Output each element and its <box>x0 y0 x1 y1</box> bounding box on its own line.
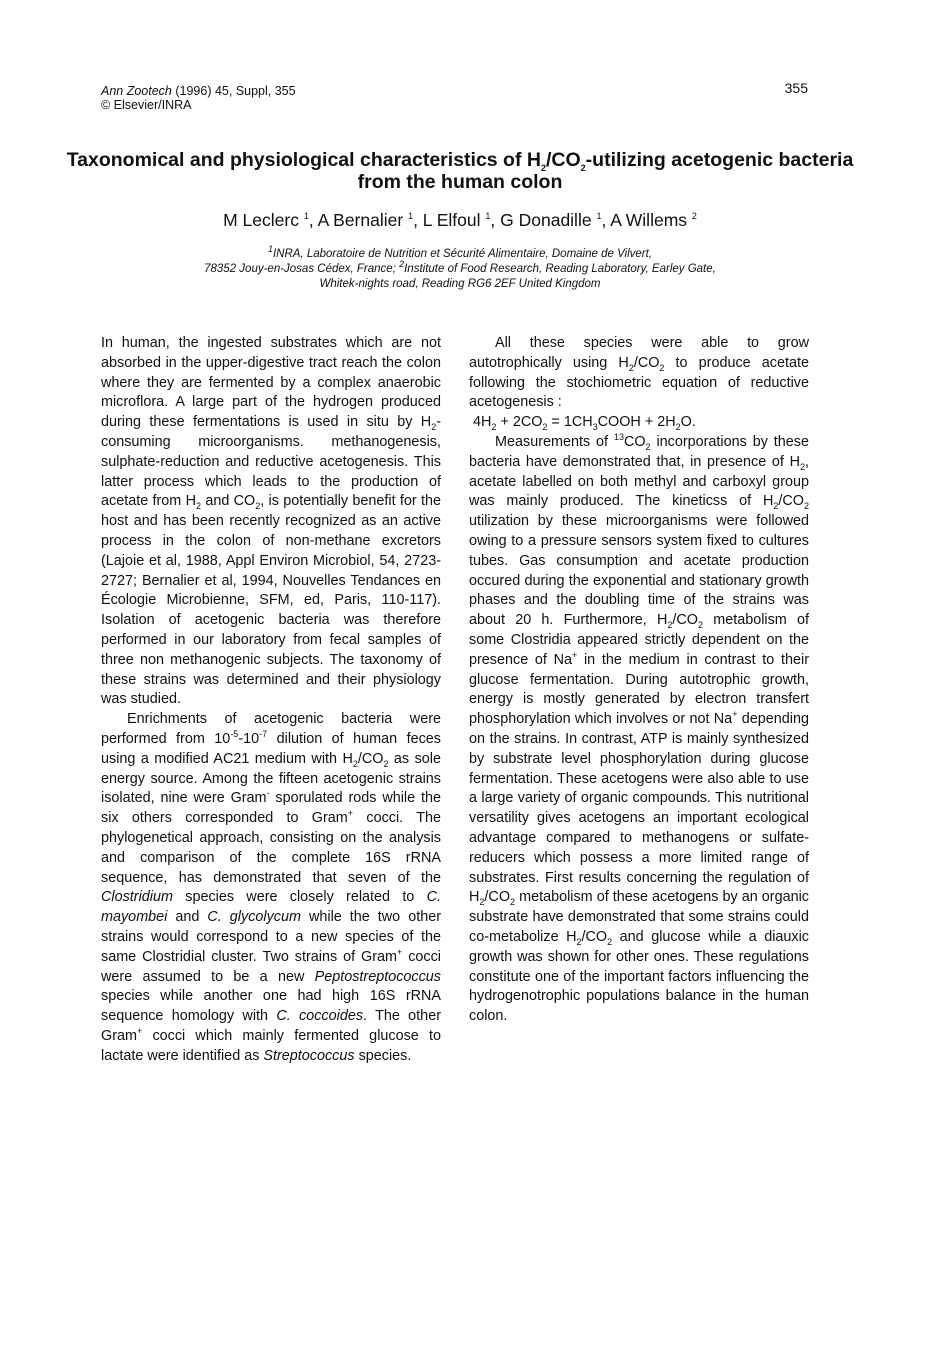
paragraph-measurements: Measurements of $^{13}CO_2$ incorporations by these bacteria have demonstrated that, in presence of $H_2$, acetate labelled on both methyl and carboxyl group was mainly produced. The kineticss of $H_2/CO_2$ utilization by these microorganisms were followed owing to a pressure sensors system fixed to cultures tubes. Gas consumption and acetate production occured during the exponential and stationary growth phases and the doubling time of the strains was about 20 h. Furthermore, $H_2/CO_2$ metabolism of some Clostridia appeared strictly dependent on the presence of Na+ in the medium in contrast to their glucose fermentation. During autotrophic growth, energy is mostly generated by electron transfert phosphorylation which involves or not Na+ depending on the strains. In contrast, ATP is mainly synthesized by substrate level phosphorylation during glucose fermentation. These acetogens were also able to use a large variety of organic compounds. This nutritional versatility gives acetogens an important ecological advantage compared to methanogens or sulfate-reducers which possess a more limited range of substrates. First results concerning the regulation of $H_2/CO_2$ metabolism of these acetogens by an organic substrate have demonstrated that some strains could co-metabolize $H_2/CO_2$ and glucose while a diauxic growth was shown for other ones. These regulations constitute one of the important factors influencing the hydrogenotrophic populations balance in the human colon. <box>469 432 810 1025</box>
left-column <box>101 334 441 1066</box>
journal-name: Ann Zootech <box>101 84 172 98</box>
affiliation-line-2: 78352 Jouy-en-Josas Cédex, France; $^2$Institute of Food Research, Reading Laboratory, Earley Gate, <box>204 259 716 275</box>
journal-citation <box>101 84 296 112</box>
page-number: 355 <box>784 80 808 96</box>
right-column <box>469 334 809 1027</box>
paragraph-enrichments: Enrichments of acetogenic bacteria were performed from $10^{-5}-10^{-7}$ dilution of human feces using a modified AC21 medium with $H_2/CO_2$ as sole energy source. Among the fifteen acetogenic strains isolated, nine were Gram- sporulated rods while the six others corresponded to Gram+ cocci. The phylogenetical approach, consisting on the analysis and comparison of the complete 16S rRNA sequence, has demonstrated that seven of the Clostridium species were closely related to C. mayombei and C. glycolycum while the two other strains would correspond to a new species of the same Clostridial cluster. Two strains of Gram+ cocci were assumed to be a new Peptostreptococcus species while another one had high 16S rRNA sequence homology with C. coccoides. The other Gram+ cocci which mainly fermented glucose to lactate were identified as Streptococcus species. <box>101 711 442 1064</box>
acetogenesis-equation: $4H_2 + 2CO_2$ = $1CH_3COOH + 2H_2O$. <box>473 414 696 433</box>
journal-reference <box>101 84 296 98</box>
affiliations <box>100 244 820 292</box>
journal-volume: (1996) 45, Suppl, 355 <box>171 84 296 98</box>
paragraph-autotrophic: All these species were able to grow autotrophically using $H_2/CO_2$ to produce acetate following the stochiometric equation of reductive acetogenesis : <box>469 335 809 411</box>
article-title: Taxonomical and physiological characteristics of $H_2/CO_2$-utilizing acetogenic bacteria from the human colon <box>66 149 854 193</box>
paragraph-introduction: In human, the ingested substrates which are not absorbed in the upper-digestive tract reach the colon where they are fermented by a complex anaerobic microflora. A large part of the hydrogen produced during these fermentations is used in situ by $H_2$-consuming microorganisms. methanogenesis, sulphate-reduction and reductive acetogenesis. This latter process which leads to the production of acetate from $H_2$ and $CO_2$, is potentially benefit for the host and has been recently recognized as an active process in the colon of non-methane excretors (Lajoie et al, 1988, Appl Environ Microbiol, 54, 2723-2727; Bernalier et al, 1994, Nouvelles Tendances en Écologie Microbienne, SFM, ed, Paris, 110-117). Isolation of acetogenic bacteria was therefore performed in our laboratory from fecal samples of three non methanogenic subjects. The taxonomy of these strains was determined and their physiology was studied. <box>101 335 441 708</box>
affiliation-line-3: Whitek-nights road, Reading RG6 2EF United Kingdom <box>319 278 601 290</box>
affiliation-line-1: $^1$INRA, Laboratoire de Nutrition et Sécurité Alimentaire, Domaine de Vilvert, <box>267 244 653 260</box>
copyright-line: © Elsevier/INRA <box>101 98 192 112</box>
author-list: M Leclerc $^1$, A Bernalier $^1$, L Elfoul $^1$, G Donadille $^1$, A Willems $^2$ <box>223 210 697 230</box>
